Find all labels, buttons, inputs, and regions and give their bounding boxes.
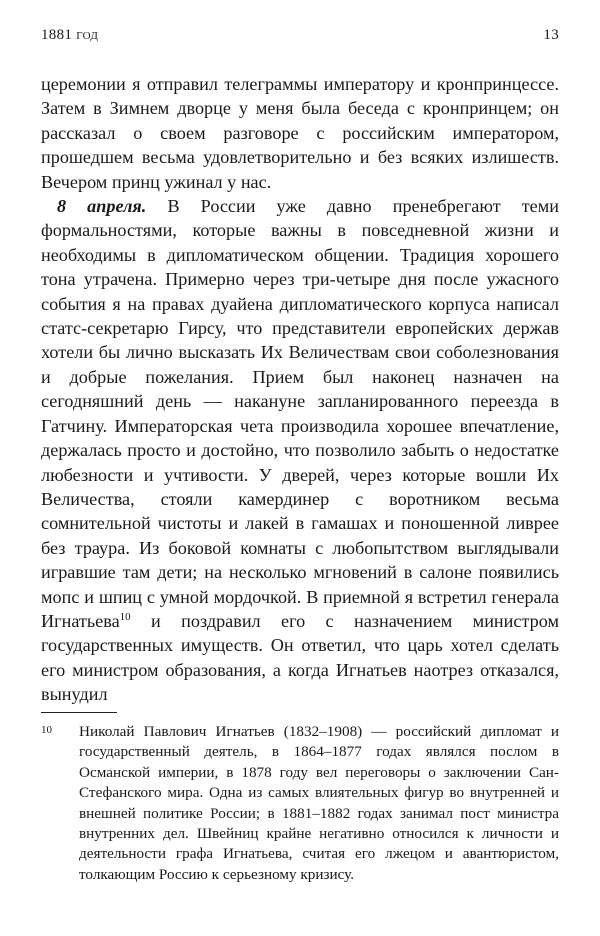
footnote-separator bbox=[41, 712, 117, 713]
main-text bbox=[41, 72, 559, 707]
paragraph-april-8 bbox=[41, 194, 559, 707]
footnote-text: Николай Павлович Игнатьев (1832–1908) — российский дипломат и государственный деятель, в 1864–1877 годах являлся послом в Османской империи, в 1878 году вел переговоры о заключении Сан-Стефанского мира. Одна из самых влиятельных фигур во внутренней и внешней политике России; в 1881–1882 годах занимал пост министра внутренних дел. Швейниц крайне негативно относился к личности и деятельности графа Игнатьева, считая его лжецом и авантюристом, толкающим Россию к серьезному кризису. bbox=[79, 723, 559, 883]
running-head-word: год bbox=[76, 27, 99, 43]
page-number: 13 bbox=[543, 27, 559, 43]
running-head bbox=[41, 27, 559, 49]
footnote bbox=[41, 722, 559, 885]
footnote-reference[interactable]: 10 bbox=[119, 610, 131, 623]
date-heading: 8 апреля. bbox=[57, 196, 147, 217]
book-page bbox=[41, 0, 559, 936]
footnote-number: 10 bbox=[41, 724, 52, 736]
paragraph-text-part2: и поздравил его с назначением министром государственных имуществ. Он ответил, что царь хотел сделать его министром образования, а когда Игнатьев наотрез отказался, вынудил bbox=[41, 610, 559, 705]
paragraph-continuation: церемонии я отправил телеграммы императору и кронпринцессе. Затем в Зимнем дворце у меня была беседа с кронпринцем; он рассказал о своем разговоре с российским императором, прошедшем весьма удовлетворительно и без всяких излишеств. Вечером принц ужинал у нас. bbox=[41, 74, 559, 192]
paragraph-text-part1: В России уже давно пренебрегают теми формальностями, которые важны в повседневной жизни и необходимы в дипломатическом общении. Традиция хорошего тона утрачена. Примерно через три-четыре дня после ужасного события я на правах дуайена дипломатического корпуса написал статс-секретарю Гирсу, что представители европейских держав хотели бы лично высказать Их Величествам свои соболезнования и добрые пожелания. Прием был наконец назначен на сегодняшний день — накануне запланированного переезда в Гатчину. Императорская чета производила хорошее впечатление, держалась просто и достойно, что позволило забыть о недостатке любезности и учтивости. У дверей, через которые вошли Их Величества, стояли камердинер с воротником весьма сомнительной чистоты и лакей в гамашах и поношенной ливрее без траура. Из боковой комнаты с любопытством выглядывали игравшие там дети; на несколько мгновений в салоне появились мопс и шпиц с умной мордочкой. В приемной я встретил генерала Игнатьева bbox=[41, 196, 560, 631]
running-head-year: 1881 bbox=[41, 27, 73, 43]
running-head-title bbox=[41, 27, 98, 44]
